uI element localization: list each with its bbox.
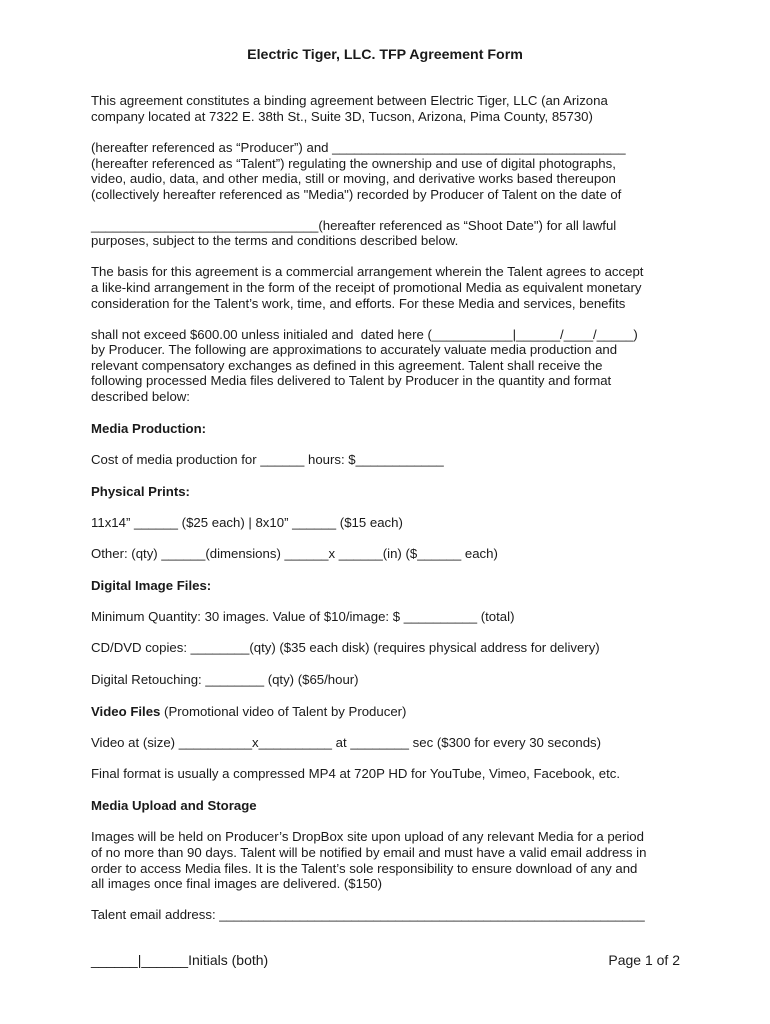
document-title: Electric Tiger, LLC. TFP Agreement Form [247, 47, 523, 63]
video-files-heading-note: (Promotional video of Talent by Producer) [160, 704, 407, 719]
basis-line-2: a like-kind arrangement in the form of the receipt of promotional Media as equivalent monetary [91, 280, 642, 295]
video-files-heading: Video Files [91, 704, 161, 719]
upload-line-2: of no more than 90 days. Talent will be notified by email and must have a valid email address in [91, 845, 647, 860]
initials-line: ______|______Initials (both) [91, 952, 269, 968]
digital-files-line-3: Digital Retouching: ________ (qty) ($65/hour) [91, 672, 359, 687]
shoot-date-line-2: purposes, subject to the terms and conditions described below. [91, 233, 459, 248]
limit-line-2: by Producer. The following are approximations to accurately valuate media production and [91, 342, 618, 357]
limit-line-1: shall not exceed $600.00 unless initialed and dated here (___________|______/____/_____) [91, 327, 638, 342]
parties-line-1: (hereafter referenced as “Producer”) and ________________________________________ [91, 140, 626, 155]
digital-files-heading: Digital Image Files: [91, 578, 212, 593]
intro-line-1: This agreement constitutes a binding agreement between Electric Tiger, LLC (an Arizona [91, 93, 608, 108]
video-files-heading-line [91, 704, 406, 720]
basis-line-3: consideration for the Talent’s work, time, and efforts. For these Media and services, benefits [91, 296, 626, 311]
media-production-heading: Media Production: [91, 421, 207, 436]
parties-line-4: (collectively hereafter referenced as "Media") recorded by Producer of Talent on the date of [91, 187, 622, 202]
media-production-line: Cost of media production for ______ hours: $____________ [91, 452, 444, 467]
parties-line-3: video, audio, data, and other media, still or moving, and derivative works based thereupon [91, 171, 616, 186]
intro-line-2: company located at 7322 E. 38th St., Suite 3D, Tucson, Arizona, Pima County, 85730) [91, 109, 593, 124]
upload-heading: Media Upload and Storage [91, 798, 257, 813]
limit-line-4: following processed Media files delivered to Talent by Producer in the quantity and format [91, 373, 612, 388]
upload-line-4: all images once final images are delivered. ($150) [91, 876, 383, 891]
physical-prints-line-2: Other: (qty) ______(dimensions) ______x ______(in) ($______ each) [91, 546, 498, 561]
physical-prints-heading: Physical Prints: [91, 484, 190, 499]
talent-email-line: Talent email address: __________________________________________________________ [91, 907, 645, 922]
basis-line-1: The basis for this agreement is a commercial arrangement wherein the Talent agrees to accept [91, 264, 644, 279]
digital-files-line-1: Minimum Quantity: 30 images. Value of $10/image: $ __________ (total) [91, 609, 515, 624]
parties-line-2: (hereafter referenced as “Talent”) regulating the ownership and use of digital photographs, [91, 156, 616, 171]
video-files-line-1: Video at (size) __________x__________ at ________ sec ($300 for every 30 seconds) [91, 735, 602, 750]
shoot-date-line-1: _______________________________(hereafter referenced as “Shoot Date") for all lawful [91, 218, 617, 233]
page-number: Page 1 of 2 [608, 952, 680, 968]
limit-line-5: described below: [91, 389, 190, 404]
video-files-line-2: Final format is usually a compressed MP4 at 720P HD for YouTube, Vimeo, Facebook, etc. [91, 766, 620, 781]
limit-line-3: relevant compensatory exchanges as defined in this agreement. Talent shall receive the [91, 358, 603, 373]
upload-line-3: order to access Media files. It is the Talent’s sole responsibility to ensure download of any and [91, 861, 638, 876]
digital-files-line-2: CD/DVD copies: ________(qty) ($35 each disk) (requires physical address for delivery) [91, 640, 600, 655]
physical-prints-line-1: 11x14” ______ ($25 each) | 8x10” ______ ($15 each) [91, 515, 403, 530]
upload-line-1: Images will be held on Producer’s DropBox site upon upload of any relevant Media for a period [91, 829, 644, 844]
